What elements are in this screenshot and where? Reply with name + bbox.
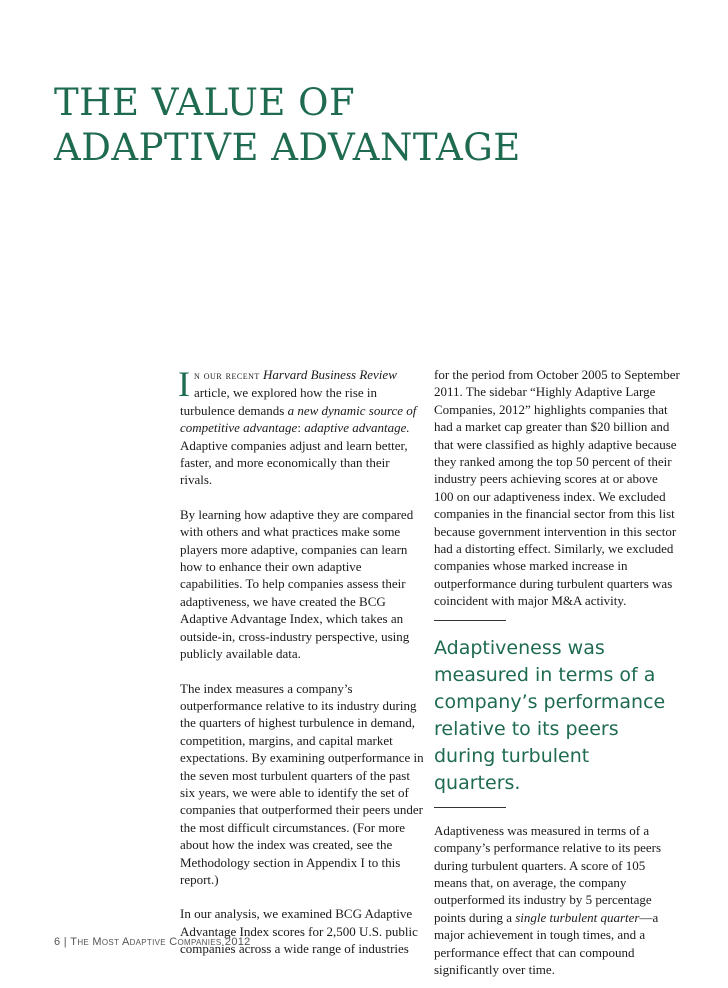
title-line-1: THE VALUE OF	[54, 81, 356, 124]
title-line-2: ADAPTIVE ADVANTAGE	[54, 126, 521, 169]
paragraph-6-text: Adaptiveness was measured in terms of a company’s performance relative to its peers during turbulent quarters. A score of 105 means that, on average, the company outperformed its industry by 5 percentage points during a	[434, 822, 662, 925]
pullquote-bottom-rule	[434, 807, 506, 808]
intro-colon: :	[297, 420, 305, 436]
intro-paragraph	[180, 366, 424, 489]
paragraph-3: The index measures a company’s outperformance relative to its industry during the quarters of highest turbulence in demand, competition, margins, and capital market expectations. By examining outperformance in the seven most turbulent quarters of the past six years, we were able to identify the set of companies that outperformed their peers under the most difficult circumstances. (For more about how the index was created, see the Methodology section in Appendix I to this report.)	[180, 680, 424, 887]
intro-italic-term: adaptive advantage.	[304, 420, 410, 436]
paragraph-6-text-end: —a major achievement in tough times, and a performance effect that can compound significantly over time.	[434, 909, 659, 977]
page-number: 6	[54, 936, 61, 948]
paragraph-5: for the period from October 2005 to September 2011. The sidebar “Highly Adaptive Large Companies, 2012” highlights companies that had a market cap greater than $20 billion and that were classified as highly adaptive because they ranked among the top 50 percent of their industry peers achieving scores at or above 100 on our adaptiveness index. We excluded companies in the financial sector from this list because government intervention in this sector had a distorting effect. Similarly, we excluded companies whose marked increase in outperformance during turbulent quarters was coincident with major M&A activity.	[434, 367, 680, 609]
left-column	[180, 366, 424, 958]
paragraph-2: By learning how adaptive they are compared with others and what practices make some players more adaptive, companies can learn how to enhance their own adaptive capabilities. To help companies assess their adaptiveness, we have created the BCG Adaptive Advantage Index, which takes an outside-in, cross-industry perspective, using publicly available data.	[180, 506, 414, 662]
publication-title: The Most Adaptive Companies 2012	[70, 936, 251, 948]
page-title	[54, 80, 521, 170]
pull-quote: Adaptiveness was measured in terms of a company’s performance relative to its peers during turbulent quarters.	[434, 636, 666, 794]
paragraph-6	[434, 822, 680, 979]
intro-smallcaps: n our recent	[194, 368, 260, 382]
paragraph-6-italic: single turbulent quarter	[515, 909, 640, 925]
paragraph-4: In our analysis, we examined BCG Adaptive Advantage Index scores for 2,500 U.S. public companies across a wide range of industries	[180, 906, 418, 957]
pullquote-top-rule	[434, 620, 506, 621]
drop-cap: I	[178, 364, 190, 404]
intro-text: article, we explored how the rise in turbulence demands	[180, 385, 378, 418]
intro-italic-phrase: a new dynamic source of competitive advantage	[180, 402, 417, 436]
footer-separator: |	[60, 936, 71, 948]
intro-text-end: Adaptive companies adjust and learn better, faster, and more economically than their rivals.	[180, 437, 408, 488]
right-column	[434, 366, 680, 978]
hbr-reference: Harvard Business Review	[263, 367, 397, 382]
page-footer	[54, 936, 251, 948]
